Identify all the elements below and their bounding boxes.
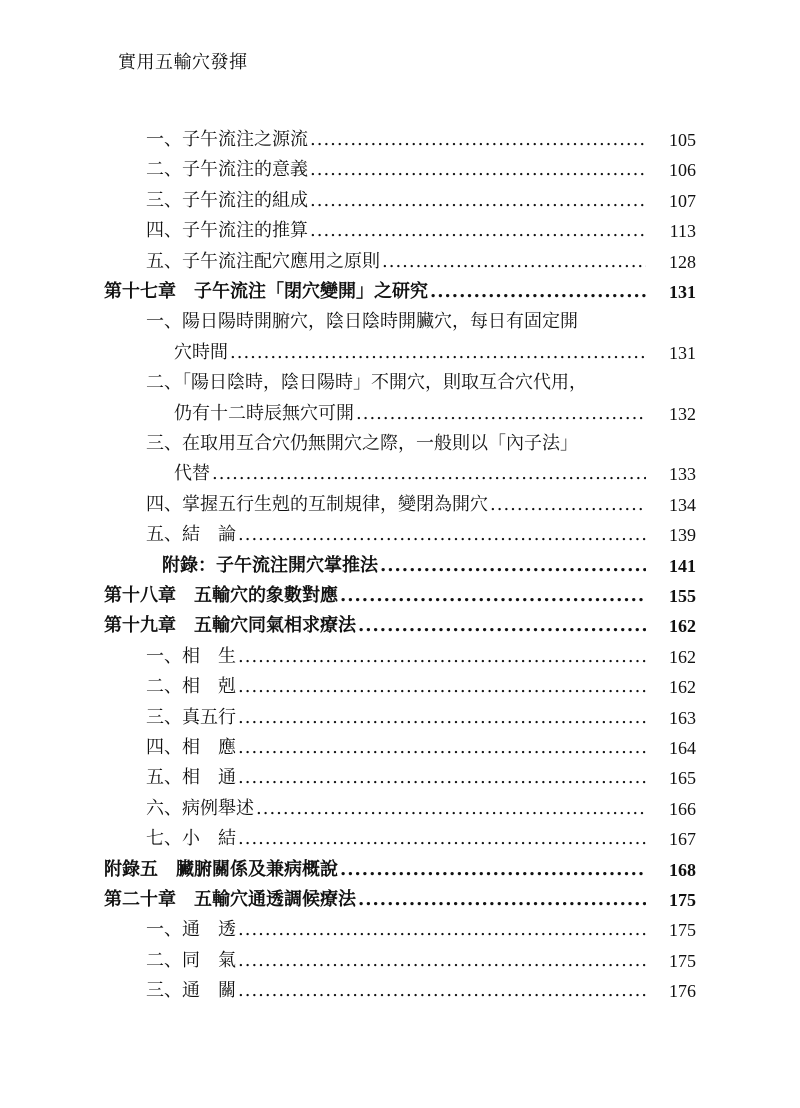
- toc-leader-dots: [340, 582, 646, 610]
- toc-entry-title: 六、病例舉述: [146, 797, 254, 819]
- toc-leader-dots: [310, 126, 646, 154]
- toc-page-number: 166: [669, 798, 696, 819]
- toc-entry[interactable]: [146, 977, 696, 1005]
- toc-page-number: 163: [669, 707, 696, 728]
- toc-entry-title: 三、真五行: [146, 706, 236, 728]
- toc-entry-title: 一、相 生: [146, 645, 236, 667]
- toc-page-number: 167: [669, 829, 696, 850]
- toc-entry[interactable]: [146, 643, 696, 671]
- toc-page-number: 176: [669, 981, 696, 1002]
- toc-entry[interactable]: [162, 552, 696, 580]
- toc-entry[interactable]: [104, 582, 696, 610]
- toc-leader-dots: [238, 977, 646, 1005]
- toc-entry-title: 三、通 關: [146, 980, 236, 1002]
- toc-leader-dots: [380, 552, 646, 580]
- toc-page-number: 175: [669, 950, 696, 971]
- toc-entry[interactable]: [146, 521, 696, 549]
- toc-page-number: 162: [669, 646, 696, 667]
- toc-leader-dots: [238, 643, 646, 671]
- toc-entry[interactable]: [146, 704, 696, 732]
- toc-entry[interactable]: [146, 187, 696, 215]
- toc-page-number: 105: [669, 130, 696, 150]
- toc-entry-title: 七、小 結: [146, 828, 236, 850]
- running-header: 實用五輸穴發揮: [118, 52, 248, 73]
- toc-entry[interactable]: [146, 217, 696, 245]
- toc-page-number: 128: [669, 251, 696, 272]
- toc-page-number: 106: [669, 160, 696, 181]
- toc-page-number: 155: [669, 586, 696, 606]
- toc-entry[interactable]: [174, 460, 696, 488]
- toc-entry-title: 二、同 氣: [146, 949, 236, 971]
- toc-entry-title: 二、子午流注的意義: [146, 159, 308, 181]
- toc-leader-dots: [212, 460, 646, 488]
- toc-entry-title: 附錄：子午流注開穴掌推法: [162, 554, 378, 576]
- toc-entry-title: 附錄五 臟腑關係及兼病概說: [104, 858, 338, 880]
- toc-entry-title: 四、相 應: [146, 737, 236, 758]
- toc-leader-dots: [230, 339, 646, 367]
- toc-entry[interactable]: [146, 156, 696, 184]
- toc-leader-dots: [238, 947, 646, 975]
- toc-entry[interactable]: [104, 856, 696, 884]
- toc-page-number: 141: [669, 555, 696, 576]
- toc-entry-title: 穴時間: [174, 341, 228, 363]
- toc-leader-dots: [356, 400, 646, 428]
- toc-page-number: 162: [669, 616, 696, 637]
- toc-entry-title: 第十七章 子午流注「閉穴變開」之研究: [104, 281, 428, 302]
- toc-entry-title: 第二十章 五輸穴通透調候療法: [104, 889, 356, 910]
- toc-entry-title: 一、子午流注之源流: [146, 129, 308, 150]
- toc-leader-dots: [430, 278, 646, 306]
- toc-entry[interactable]: [104, 886, 696, 914]
- toc-entry-title: 二、「陽日陰時，陰日陽時」不開穴，則取互合穴代用，: [146, 372, 587, 394]
- toc-entry[interactable]: [174, 400, 696, 428]
- toc-entry[interactable]: [146, 673, 696, 701]
- toc-leader-dots: [238, 734, 646, 762]
- toc-page-number: 134: [669, 494, 696, 515]
- toc-entry-title: 五、子午流注配穴應用之原則: [146, 250, 380, 272]
- toc-entry-title: 四、子午流注的推算: [146, 220, 308, 242]
- toc-leader-dots: [238, 825, 646, 853]
- toc-leader-dots: [238, 673, 646, 701]
- toc-leader-dots: [340, 856, 646, 884]
- toc-entry[interactable]: [146, 916, 696, 944]
- toc-page-number: 162: [669, 677, 696, 698]
- toc-leader-dots: [310, 217, 646, 245]
- toc-entry[interactable]: [104, 612, 696, 640]
- toc-leader-dots: [358, 886, 646, 914]
- toc-page-number: 164: [669, 738, 696, 758]
- toc-entry[interactable]: [146, 248, 696, 276]
- toc-entry-title: 第十八章 五輸穴的象數對應: [104, 585, 338, 606]
- toc-leader-dots: [382, 248, 646, 276]
- toc-page-number: 132: [669, 403, 696, 424]
- toc-entry[interactable]: [146, 491, 696, 519]
- toc-entry[interactable]: [146, 126, 696, 154]
- toc-entry-title: 五、結 論: [146, 524, 236, 546]
- toc-page-number: 165: [669, 768, 696, 789]
- toc-page-number: 175: [669, 890, 696, 910]
- toc-entry[interactable]: [146, 369, 696, 397]
- toc-entry-title: 二、相 剋: [146, 676, 236, 698]
- toc-page-number: 175: [669, 920, 696, 941]
- toc-entry[interactable]: [146, 795, 696, 823]
- toc-entry-title: 一、通 透: [146, 919, 236, 941]
- toc-entry-title: 代替: [174, 463, 210, 485]
- toc-page-number: 131: [669, 342, 696, 363]
- toc-page-number: 139: [669, 525, 696, 546]
- toc-entry-title: 三、在取用互合穴仍無開穴之際，一般則以「內子法」: [146, 433, 578, 454]
- toc-leader-dots: [310, 187, 646, 215]
- toc-leader-dots: [310, 156, 646, 184]
- toc-entry-title: 三、子午流注的組成: [146, 189, 308, 211]
- toc-entry[interactable]: [146, 430, 696, 458]
- toc-entry-title: 四、掌握五行生剋的互制規律，變閉為開穴: [146, 493, 488, 515]
- toc-entry[interactable]: [146, 764, 696, 792]
- toc-entry[interactable]: [146, 308, 696, 336]
- toc-entry-title: 一、陽日陽時開腑穴，陰日陰時開臟穴，每日有固定開: [146, 311, 578, 333]
- toc-entry[interactable]: [146, 947, 696, 975]
- toc-page-number: 168: [669, 859, 696, 880]
- toc-leader-dots: [238, 764, 646, 792]
- toc-page-number: 113: [669, 221, 696, 242]
- toc-leader-dots: [238, 704, 646, 732]
- toc-entry-title: 五、相 通: [146, 767, 236, 789]
- toc-entry[interactable]: [146, 734, 696, 762]
- toc-entry[interactable]: [146, 825, 696, 853]
- toc-entry-title: 第十九章 五輸穴同氣相求療法: [104, 615, 356, 637]
- toc-page-number: 133: [669, 464, 696, 485]
- toc-entry-title: 仍有十二時辰無穴可開: [174, 402, 354, 424]
- toc-leader-dots: [490, 491, 646, 519]
- toc-leader-dots: [238, 521, 646, 549]
- toc-page-number: 131: [669, 282, 696, 302]
- toc-entry[interactable]: [104, 278, 696, 306]
- toc-leader-dots: [256, 795, 646, 823]
- toc-leader-dots: [358, 612, 646, 640]
- toc-entry[interactable]: [174, 339, 696, 367]
- toc-leader-dots: [238, 916, 646, 944]
- toc-page-number: 107: [669, 190, 696, 211]
